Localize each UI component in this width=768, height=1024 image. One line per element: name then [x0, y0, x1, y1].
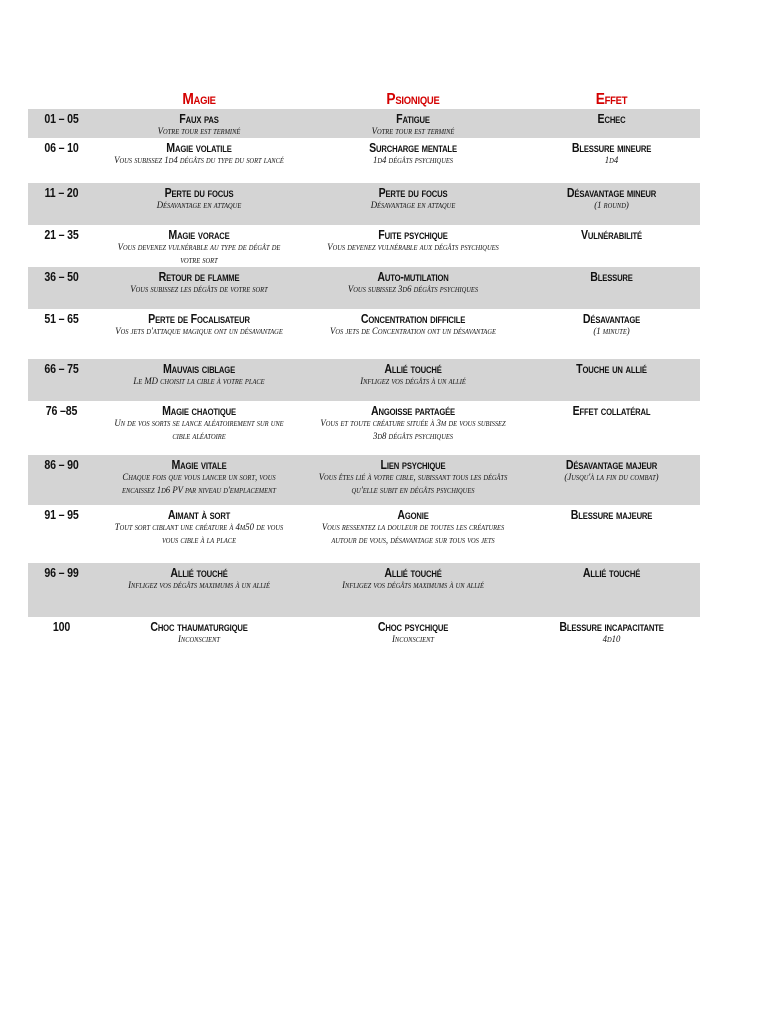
range-cell: [28, 109, 95, 138]
range-cell: [28, 505, 95, 563]
psionique-title: Fatigue: [396, 112, 430, 126]
magie-cell: [95, 563, 303, 617]
magie-cell: [95, 401, 303, 455]
psionique-desc: Désavantage en attaque: [370, 201, 456, 211]
magie-cell: [95, 309, 303, 359]
psionique-cell: [303, 138, 523, 183]
effet-desc: 1d4: [604, 156, 619, 166]
effet-title: Désavantage: [582, 312, 641, 326]
range-cell: [28, 401, 95, 455]
range-cell: [28, 359, 95, 401]
effet-title: Touche un allié: [576, 362, 647, 376]
magie-cell: [95, 505, 303, 563]
magie-title: Perte de Focalisateur: [148, 312, 250, 326]
magie-title: Magie vorace: [168, 228, 230, 242]
psionique-cell: [303, 359, 523, 401]
magie-desc: Inconscient: [178, 635, 220, 645]
effet-title: Echec: [597, 112, 626, 126]
table-row: [28, 401, 700, 455]
effet-title: Blessure mineure: [571, 141, 652, 155]
psionique-desc: Vos jets de Concentration ont un désavantage: [330, 327, 496, 337]
table-row: [28, 225, 700, 267]
table-row: [28, 138, 700, 183]
range-value: 11 – 20: [44, 186, 79, 200]
psionique-title: Fuite psychique: [378, 228, 448, 242]
range-value: 01 – 05: [44, 112, 79, 126]
table-row: [28, 505, 700, 563]
effet-title: Effet collatéral: [572, 404, 651, 418]
effet-title: Blessure incapacitante: [559, 620, 664, 634]
table-header: [28, 88, 700, 109]
range-value: 06 – 10: [44, 141, 79, 155]
psionique-desc: Vous et toute créature située à 3m de vous subissez 3d8 dégâts psychiques: [320, 419, 506, 442]
effet-cell: [523, 225, 700, 267]
range-cell: [28, 563, 95, 617]
range-cell: [28, 267, 95, 309]
psionique-cell: [303, 183, 523, 225]
psionique-desc: 1d4 dégâts psychiques: [372, 156, 454, 166]
psionique-cell: [303, 109, 523, 138]
magie-title: Magie volatile: [166, 141, 232, 155]
magie-desc: Tout sort ciblant une créature à 4m50 de vous vous cible à la place: [114, 523, 284, 546]
range-value: 21 – 35: [44, 228, 79, 242]
psionique-cell: [303, 617, 523, 653]
effet-title: Blessure: [590, 270, 633, 284]
psionique-title: Perte du focus: [378, 186, 448, 200]
magie-title: Choc thaumaturgique: [150, 620, 248, 634]
range-cell: [28, 455, 95, 505]
effet-cell: [523, 563, 700, 617]
range-cell: [28, 617, 95, 653]
magie-title: Mauvais ciblage: [162, 362, 236, 376]
range-value: 36 – 50: [44, 270, 79, 284]
magie-cell: [95, 455, 303, 505]
table-row: [28, 359, 700, 401]
magie-desc: Vos jets d'attaque magique ont un désavantage: [115, 327, 283, 337]
header-effet: Effet: [595, 91, 628, 108]
effet-title: Allié touché: [582, 566, 641, 580]
magie-title: Perte du focus: [164, 186, 234, 200]
magie-cell: [95, 359, 303, 401]
range-value: 76 –85: [45, 404, 78, 418]
range-value: 96 – 99: [44, 566, 79, 580]
magie-cell: [95, 225, 303, 267]
magie-cell: [95, 138, 303, 183]
effet-title: Blessure majeure: [570, 508, 653, 522]
magie-desc: Le MD choisit la cible à votre place: [133, 377, 265, 387]
psionique-cell: [303, 267, 523, 309]
psionique-desc: Vous ressentez la douleur de toutes les créatures autour de vous, désavantage sur tous vos jets: [321, 523, 505, 546]
psionique-title: Agonie: [397, 508, 429, 522]
range-cell: [28, 309, 95, 359]
range-value: 51 – 65: [44, 312, 79, 326]
effet-desc: (1 minute): [593, 327, 630, 337]
magie-desc: Un de vos sorts se lance aléatoirement sur une cible aléatoire: [114, 419, 284, 442]
magie-desc: Votre tour est terminé: [157, 127, 241, 137]
range-cell: [28, 138, 95, 183]
table-row: [28, 617, 700, 653]
effet-title: Désavantage mineur: [566, 186, 657, 200]
magie-title: Aimant à sort: [167, 508, 231, 522]
magie-title: Faux pas: [179, 112, 219, 126]
psionique-cell: [303, 563, 523, 617]
effet-cell: [523, 138, 700, 183]
table-row: [28, 563, 700, 617]
magie-title: Magie chaotique: [162, 404, 236, 418]
magie-desc: Chaque fois que vous lancer un sort, vous encaissez 1d6 PV par niveau d'emplacement: [122, 473, 276, 496]
magie-desc: Désavantage en attaque: [156, 201, 242, 211]
range-value: 66 – 75: [44, 362, 79, 376]
effet-cell: [523, 505, 700, 563]
psionique-title: Angoisse partagée: [371, 404, 455, 418]
effet-cell: [523, 267, 700, 309]
effet-title: Désavantage majeur: [565, 458, 658, 472]
range-value: 91 – 95: [44, 508, 79, 522]
effet-desc: 4d10: [602, 635, 621, 645]
magie-cell: [95, 109, 303, 138]
effet-cell: [523, 401, 700, 455]
psionique-desc: Vous êtes lié à votre cible, subissant tous les dégâts qu'elle subit en dégâts psychiques: [318, 473, 508, 496]
surge-table: [28, 88, 700, 653]
range-cell: [28, 225, 95, 267]
psionique-cell: [303, 225, 523, 267]
psionique-desc: Inconscient: [392, 635, 434, 645]
range-value: 100: [52, 620, 71, 634]
psionique-title: Auto-mutilation: [377, 270, 449, 284]
psionique-title: Allié touché: [384, 362, 442, 376]
table-body: [28, 109, 700, 653]
effet-title: Vulnérabilité: [581, 228, 642, 242]
psionique-desc: Vous devenez vulnérable aux dégâts psychiques: [327, 243, 499, 253]
header-magie: Magie: [182, 91, 216, 108]
magie-cell: [95, 617, 303, 653]
effet-desc: (Jusqu'à la fin du combat): [564, 473, 659, 483]
psionique-desc: Vous subissez 3d6 dégâts psychiques: [347, 285, 479, 295]
psionique-desc: Votre tour est terminé: [371, 127, 455, 137]
psionique-cell: [303, 401, 523, 455]
table-row: [28, 267, 700, 309]
psionique-desc: Infligez vos dégâts à un allié: [360, 377, 466, 387]
psionique-cell: [303, 505, 523, 563]
magie-title: Retour de flamme: [158, 270, 240, 284]
effet-cell: [523, 455, 700, 505]
magie-desc: Vous subissez les dégâts de votre sort: [130, 285, 268, 295]
psionique-cell: [303, 309, 523, 359]
table-row: [28, 455, 700, 505]
range-cell: [28, 183, 95, 225]
psionique-title: Lien psychique: [380, 458, 446, 472]
table-row: [28, 183, 700, 225]
psionique-title: Choc psychique: [377, 620, 449, 634]
magie-desc: Infligez vos dégâts maximums à un allié: [128, 581, 270, 591]
psionique-title: Surcharge mentale: [369, 141, 457, 155]
effet-cell: [523, 109, 700, 138]
magie-desc: Vous subissez 1d4 dégâts du type du sort lancé: [114, 156, 284, 166]
psionique-desc: Infligez vos dégâts maximums à un allié: [342, 581, 484, 591]
magie-title: Allié touché: [170, 566, 228, 580]
table-row: [28, 109, 700, 138]
magie-desc: Vous devenez vulnérable au type de dégât de votre sort: [117, 243, 281, 266]
effet-desc: (1 round): [594, 201, 629, 211]
psionique-cell: [303, 455, 523, 505]
effet-cell: [523, 359, 700, 401]
magie-title: Magie vitale: [171, 458, 227, 472]
psionique-title: Concentration difficile: [360, 312, 466, 326]
psionique-title: Allié touché: [384, 566, 442, 580]
effet-cell: [523, 309, 700, 359]
magie-cell: [95, 267, 303, 309]
effet-cell: [523, 183, 700, 225]
table-row: [28, 309, 700, 359]
magie-cell: [95, 183, 303, 225]
range-value: 86 – 90: [44, 458, 79, 472]
header-psionique: Psionique: [386, 91, 440, 108]
effet-cell: [523, 617, 700, 653]
